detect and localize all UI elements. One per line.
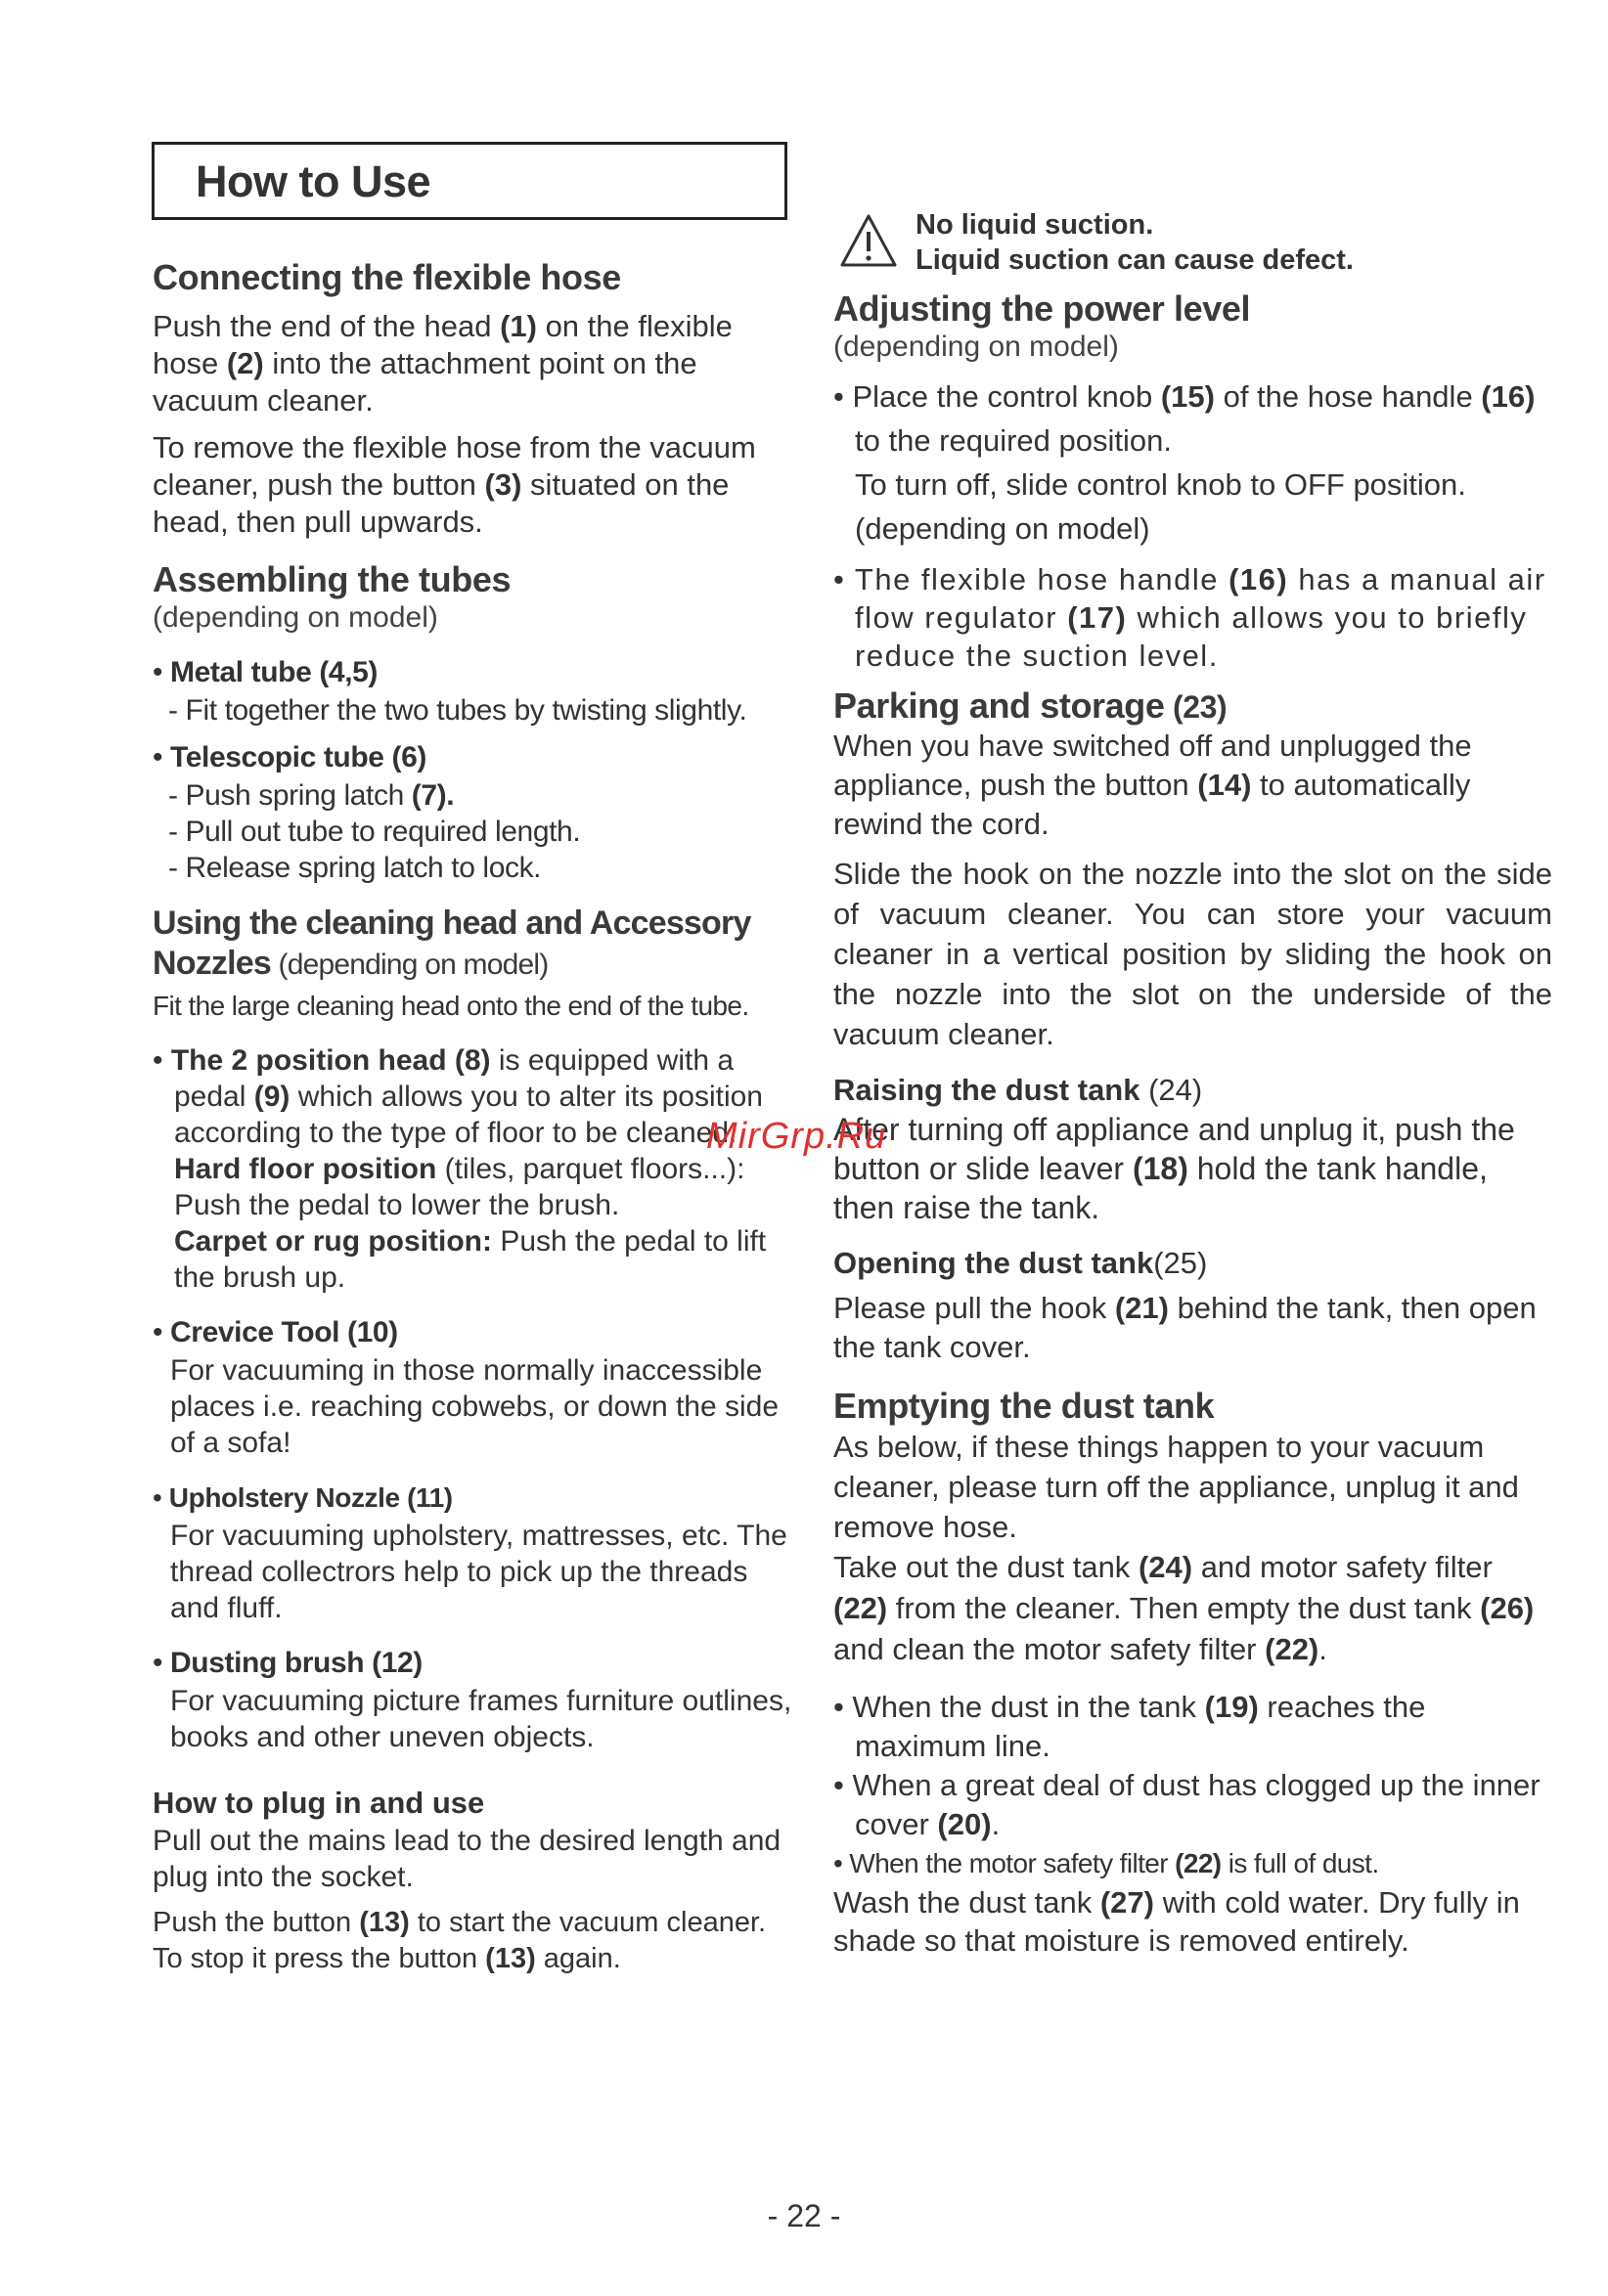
metal-tube-instruction: - Fit together the two tubes by twisting slightly. xyxy=(168,694,747,728)
plug-heading: How to plug in and use xyxy=(153,1785,485,1820)
raising-heading: Raising the dust tank (24) xyxy=(833,1073,1203,1108)
connecting-heading: Connecting the flexible hose xyxy=(153,257,621,297)
emptying-paragraph-1: As below, if these things happen to your vacuum cleaner, please turn off the appliance, unplug it and remove hose. xyxy=(833,1430,1519,1545)
upholstery-nozzle-title: • Upholstery Nozzle (11) xyxy=(153,1479,798,1518)
cleaning-intro: Fit the large cleaning head onto the end of the tube. xyxy=(153,990,749,1021)
cleaning-heading: Using the cleaning head and Accessory Nozzles (depending on model) xyxy=(153,905,751,983)
tubes-heading: Assembling the tubes xyxy=(153,559,512,600)
emptying-paragraph-2: Take out the dust tank (24) and motor safety filter (22) from the cleaner. Then empty the dust tank (26) and clean the motor safety filter (22). xyxy=(833,1550,1535,1667)
parking-heading: Parking and storage (23) xyxy=(833,685,1228,727)
emptying-bullet-3: • When the motor safety filter (22) is full of dust. xyxy=(833,1848,1379,1879)
connecting-paragraph-1: Push the end of the head (1) on the flexible hose (2) into the attachment point on the vacuum cleaner. xyxy=(153,309,733,419)
dusting-brush-text: For vacuuming picture frames furniture outlines, books and other uneven objects. xyxy=(170,1684,792,1753)
raising-paragraph: After turning off appliance and unplug it, push the button or slide leaver (18) hold the tank handle, then raise the tank. xyxy=(833,1112,1515,1226)
power-bullet-1: • Place the control knob (15) of the hose handle (16) to the required position. To turn off, slide control knob to OFF position. (depending on model) xyxy=(833,379,1536,547)
warning-line-1: No liquid suction. xyxy=(916,209,1154,241)
emptying-heading: Emptying the dust tank xyxy=(833,1385,1215,1426)
right-column xyxy=(833,207,1552,1960)
emptying-paragraph-3: Wash the dust tank (27) with cold water. Dry fully in shade so that moisture is removed entirely. xyxy=(833,1885,1520,1959)
warning-line-2: Liquid suction can cause defect. xyxy=(916,244,1354,276)
tubes-note: (depending on model) xyxy=(153,601,438,635)
opening-heading: Opening the dust tank(25) xyxy=(833,1246,1208,1281)
upholstery-nozzle-text: For vacuuming upholstery, mattresses, etc. The thread collectrors help to pick up the threads and fluff. xyxy=(170,1519,787,1624)
page-number: - 22 - xyxy=(767,2198,841,2233)
two-position-head: • The 2 position head (8) is equipped with a pedal (9) which allows you to alter its position according to the type of floor to be cleaned. Hard floor position (tiles, parquet floors...): Push the pedal to lower the brush. Carpet or rug position: Push the pedal to lift the brush up. xyxy=(153,1043,767,1294)
left-column xyxy=(153,256,798,1977)
telescopic-step-3: - Release spring latch to lock. xyxy=(168,852,542,885)
crevice-tool-text: For vacuuming in those normally inaccessible places i.e. reaching cobwebs, or down the side of a sofa! xyxy=(170,1353,780,1459)
crevice-tool-title: • Crevice Tool (10) xyxy=(153,1313,798,1352)
warning-triangle-icon xyxy=(839,213,898,268)
page-title: How to Use xyxy=(196,156,431,206)
connecting-paragraph-2: To remove the flexible hose from the vacuum cleaner, push the button (3) situated on the head, then pull upwards. xyxy=(153,430,756,540)
metal-tube-title: • Metal tube (4,5) xyxy=(153,653,798,692)
power-bullet-2: • The flexible hose handle (16) has a manual air flow regulator (17) which allows you to briefly reduce the suction level. xyxy=(833,562,1546,674)
emptying-bullet-1: • When the dust in the tank (19) reaches the maximum line. xyxy=(833,1690,1426,1764)
watermark: MirGrp.Ru xyxy=(706,1116,887,1157)
section-title-box xyxy=(152,142,787,220)
parking-paragraph-2: Slide the hook on the nozzle into the slot on the side of vacuum cleaner. You can store your vacuum cleaner in a vertical position by sliding the hook on the nozzle into the slot on the underside of the vacuum cleaner. xyxy=(833,857,1552,1052)
opening-paragraph: Please pull the hook (21) behind the tank, then open the tank cover. xyxy=(833,1290,1537,1364)
telescopic-step-1: - Push spring latch (7). xyxy=(168,779,455,813)
telescopic-tube-title: • Telescopic tube (6) xyxy=(153,738,798,777)
telescopic-step-2: - Pull out tube to required length. xyxy=(168,816,581,849)
power-note: (depending on model) xyxy=(833,331,1119,364)
emptying-bullet-2: • When a great deal of dust has clogged up the inner cover (20). xyxy=(833,1768,1541,1842)
plug-paragraph-2: Push the button (13) to start the vacuum cleaner. To stop it press the button (13) again. xyxy=(153,1906,767,1974)
dusting-brush-title: • Dusting brush (12) xyxy=(153,1644,798,1683)
liquid-warning xyxy=(839,207,1552,278)
plug-paragraph-1: Pull out the mains lead to the desired length and plug into the socket. xyxy=(153,1824,782,1893)
power-heading: Adjusting the power level xyxy=(833,288,1251,329)
parking-paragraph-1: When you have switched off and unplugged the appliance, push the button (14) to automatically rewind the cord. xyxy=(833,729,1472,842)
